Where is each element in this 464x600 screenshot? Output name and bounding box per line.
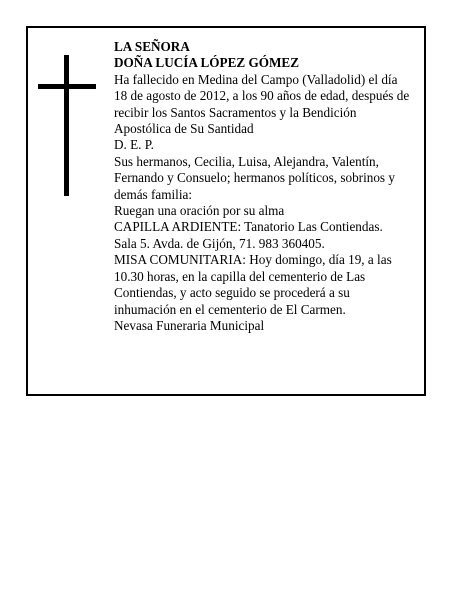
prayer-line: Ruegan una oración por su alma — [114, 203, 285, 219]
mass-line: MISA COMUNITARIA: Hoy domingo, día 19, a las — [114, 252, 392, 268]
mass-line: inhumación en el cementerio de El Carmen. — [114, 301, 346, 317]
family-line: demás familia: — [114, 186, 192, 202]
mass-line: 10.30 horas, en la capilla del cementerio de Las — [114, 268, 366, 284]
family-line: Sus hermanos, Cecilia, Luisa, Alejandra, Valentín, — [114, 153, 379, 169]
chapel-line: CAPILLA ARDIENTE: Tanatorio Las Contiendas. — [114, 219, 383, 235]
obituary-text — [114, 39, 426, 334]
cross-vertical-bar — [64, 55, 69, 196]
cross-horizontal-bar — [38, 84, 96, 89]
death-line: 18 de agosto de 2012, a los 90 años de edad, después de — [114, 88, 410, 104]
deceased-name: DOÑA LUCÍA LÓPEZ GÓMEZ — [114, 55, 300, 71]
death-line: recibir los Santos Sacramentos y la Bendición — [114, 104, 357, 120]
death-line: Apostólica de Su Santidad — [114, 121, 254, 137]
death-line: Ha fallecido en Medina del Campo (Valladolid) el día — [114, 71, 398, 87]
funeral-home: Nevasa Funeraria Municipal — [114, 317, 265, 333]
notice-heading: LA SEÑORA — [114, 39, 190, 54]
rip-line: D. E. P. — [114, 137, 154, 153]
family-line: Fernando y Consuelo; hermanos políticos, sobrinos y — [114, 170, 395, 186]
mass-line: Contiendas, y acto seguido se procederá a su — [114, 285, 350, 301]
chapel-line: Sala 5. Avda. de Gijón, 71. 983 360405. — [114, 235, 325, 251]
